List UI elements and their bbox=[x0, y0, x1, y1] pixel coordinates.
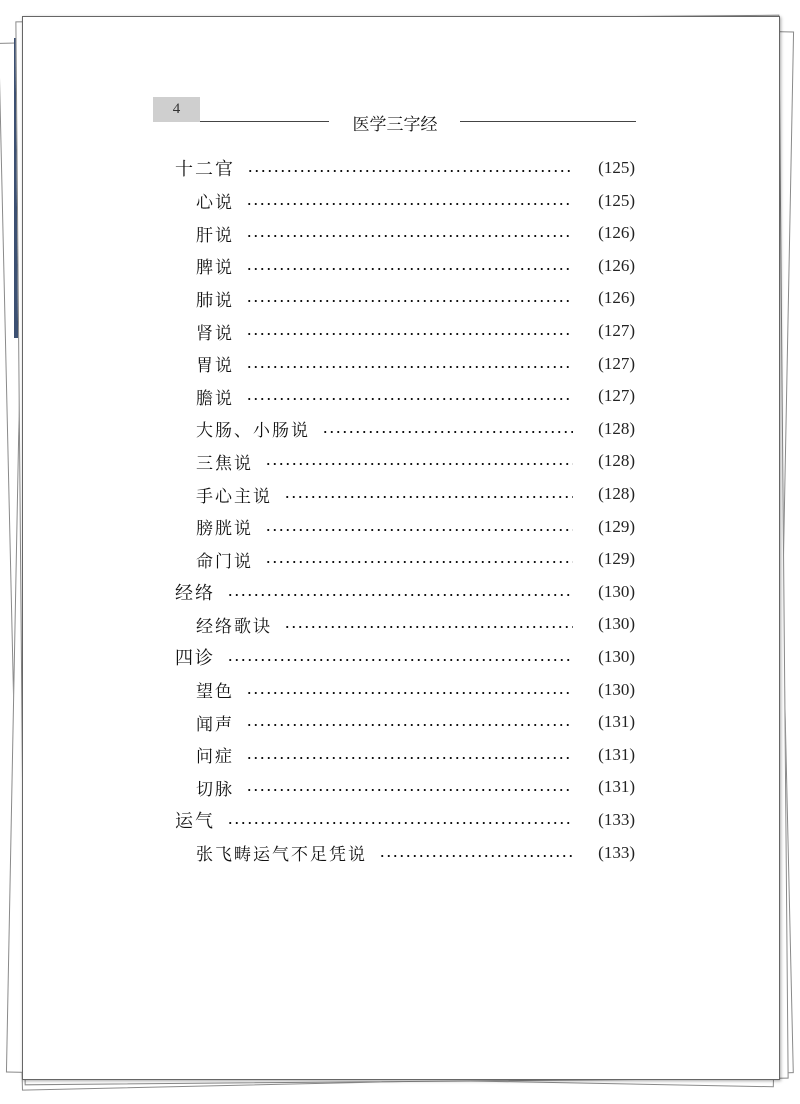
toc-entry-page: (130) bbox=[598, 614, 635, 634]
toc-entry-page: (129) bbox=[598, 549, 635, 569]
toc-entry-title: 肝说 bbox=[196, 225, 234, 246]
toc-entry bbox=[0, 479, 800, 509]
toc-entry bbox=[0, 218, 800, 248]
toc-entry-title: 经络歌诀 bbox=[196, 616, 272, 637]
dot-leader bbox=[265, 463, 573, 465]
toc-entry-title: 四诊 bbox=[175, 648, 215, 669]
dot-leader bbox=[379, 855, 573, 857]
toc-entry bbox=[0, 316, 800, 346]
toc-entry-title: 胃说 bbox=[196, 356, 234, 377]
toc-entry-page: (127) bbox=[598, 353, 635, 373]
running-header-title: 医学三字经 bbox=[333, 110, 457, 135]
toc-entry-title: 切脉 bbox=[196, 779, 234, 800]
toc-entry-page: (126) bbox=[598, 223, 635, 243]
toc-entry bbox=[0, 772, 800, 802]
toc-entry bbox=[0, 446, 800, 476]
dot-leader bbox=[246, 789, 573, 791]
dot-leader bbox=[284, 626, 573, 628]
toc-entry bbox=[0, 512, 800, 542]
toc-entry-title: 膀胱说 bbox=[196, 519, 253, 540]
toc-entry-page: (129) bbox=[598, 516, 635, 536]
dot-leader bbox=[322, 431, 573, 433]
dot-leader bbox=[246, 203, 573, 205]
dot-leader bbox=[284, 496, 573, 498]
dot-leader bbox=[246, 300, 573, 302]
toc-entry-page: (131) bbox=[598, 712, 635, 732]
toc-entry-page: (127) bbox=[598, 386, 635, 406]
toc-entry-page: (128) bbox=[598, 418, 635, 438]
toc-entry-title: 问症 bbox=[196, 747, 234, 768]
toc-entry-page: (128) bbox=[598, 484, 635, 503]
toc-entry-page: (126) bbox=[598, 255, 635, 275]
dot-leader bbox=[246, 398, 573, 400]
toc-entry-title: 望色 bbox=[196, 682, 234, 703]
toc-entry bbox=[0, 740, 800, 770]
toc-entry-title: 张飞畴运气不足凭说 bbox=[196, 845, 367, 866]
toc-entry bbox=[0, 414, 800, 444]
dot-leader bbox=[265, 561, 573, 563]
toc-entry-title: 心说 bbox=[196, 193, 234, 214]
toc-entry-title: 命门说 bbox=[196, 551, 253, 572]
toc-entry bbox=[0, 349, 800, 379]
toc-entry-page: (130) bbox=[598, 679, 635, 699]
toc-entry-page: (125) bbox=[598, 190, 635, 210]
toc-entry-page: (131) bbox=[598, 777, 635, 797]
dot-leader bbox=[246, 268, 573, 270]
toc-entry-page: (130) bbox=[598, 647, 635, 666]
dot-leader bbox=[227, 594, 573, 596]
toc-entry-title: 肺说 bbox=[196, 290, 234, 311]
dot-leader bbox=[246, 757, 573, 759]
header-rule-right bbox=[460, 121, 636, 122]
toc-entry-title: 闻声 bbox=[196, 714, 234, 735]
dot-leader bbox=[246, 366, 573, 368]
page-number: 4 bbox=[153, 97, 200, 122]
toc-entry-title: 经络 bbox=[175, 582, 215, 604]
toc-entry-page: (133) bbox=[598, 842, 635, 862]
toc-entry bbox=[0, 675, 800, 705]
toc-entry-page: (130) bbox=[598, 581, 635, 601]
toc-entry-page: (127) bbox=[598, 321, 635, 340]
toc-entry bbox=[0, 544, 800, 574]
toc-entry-title: 运气 bbox=[175, 811, 215, 832]
toc-entry bbox=[0, 577, 800, 607]
toc-entry-title: 肾说 bbox=[196, 323, 234, 344]
dot-leader bbox=[265, 529, 573, 531]
toc-entry bbox=[0, 609, 800, 639]
toc-entry-title: 大肠、小肠说 bbox=[196, 421, 310, 442]
toc-entry bbox=[0, 283, 800, 313]
toc-entry-title: 三焦说 bbox=[196, 453, 253, 474]
toc-entry bbox=[0, 153, 800, 183]
toc-entry bbox=[0, 381, 800, 411]
toc-entry-title: 脾说 bbox=[196, 258, 234, 279]
toc-entry-title: 手心主说 bbox=[196, 486, 272, 507]
toc-entry-page: (133) bbox=[598, 810, 635, 829]
toc-entry bbox=[0, 838, 800, 868]
dot-leader bbox=[246, 235, 573, 237]
dot-leader bbox=[227, 822, 573, 824]
toc-entry bbox=[0, 707, 800, 737]
toc-entry bbox=[0, 805, 800, 835]
toc-entry bbox=[0, 642, 800, 672]
dot-leader bbox=[246, 333, 573, 335]
dot-leader bbox=[247, 170, 573, 172]
dot-leader bbox=[227, 659, 573, 661]
toc-entry-page: (131) bbox=[598, 744, 635, 764]
toc-entry-page: (126) bbox=[598, 288, 635, 308]
toc-entry-title: 膽说 bbox=[196, 388, 234, 409]
toc-entry bbox=[0, 251, 800, 281]
toc-entry-title: 十二官 bbox=[175, 159, 235, 180]
dot-leader bbox=[246, 692, 573, 694]
toc-entry bbox=[0, 186, 800, 216]
dot-leader bbox=[246, 724, 573, 726]
toc-entry-page: (125) bbox=[598, 158, 635, 177]
toc-entry-page: (128) bbox=[598, 451, 635, 471]
